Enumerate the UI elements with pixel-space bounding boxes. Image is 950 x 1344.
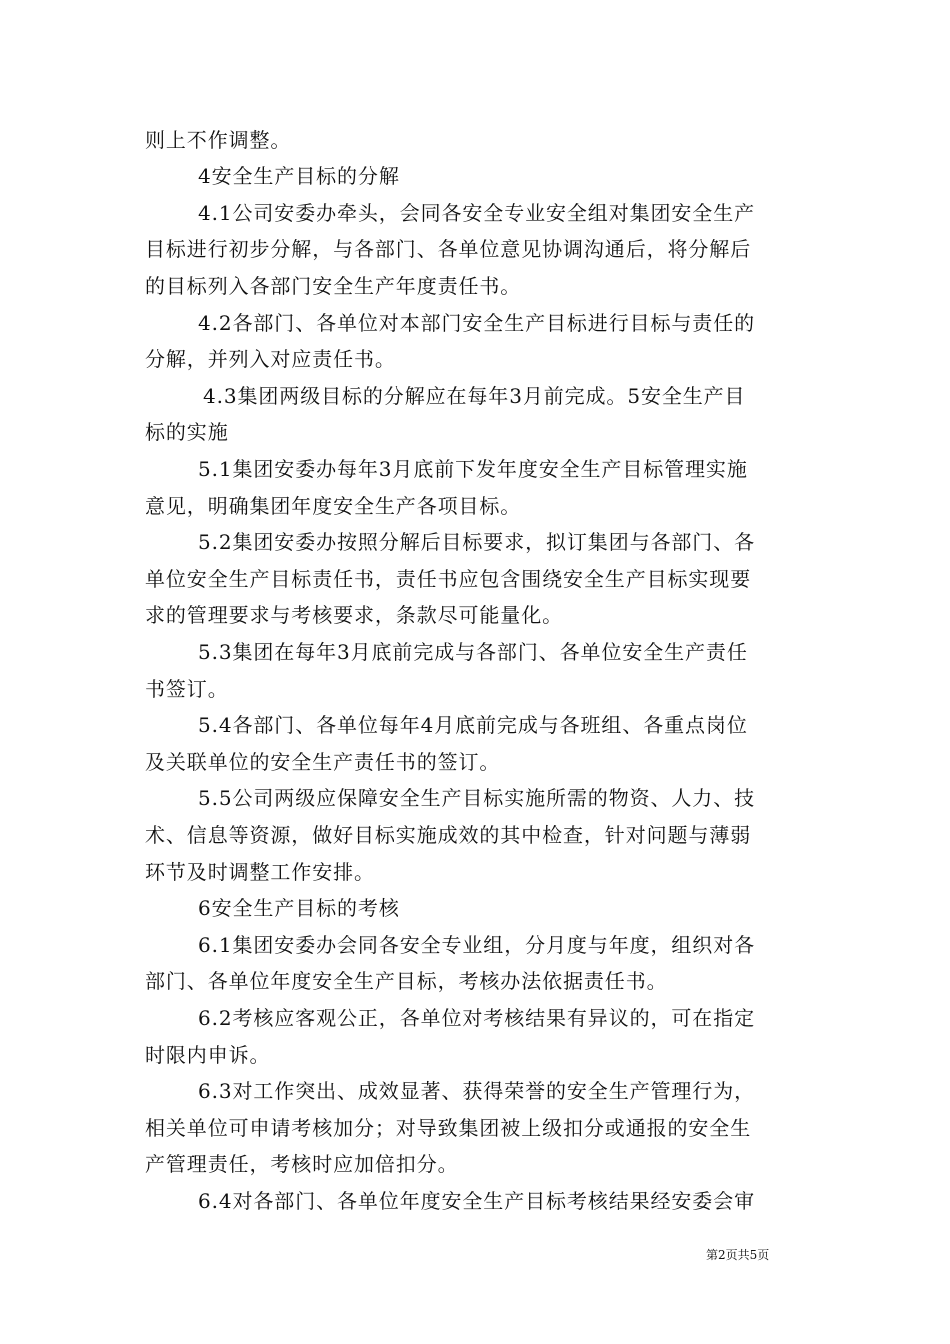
- text-line: 5.2集团安委办按照分解后目标要求，拟订集团与各部门、各: [198, 530, 756, 554]
- text-line: 的目标列入各部门安全生产年度责任书。: [145, 274, 522, 298]
- text-line: 6.1集团安委办会同各安全专业组，分月度与年度，组织对各: [198, 933, 756, 957]
- text-line: 标的实施: [145, 420, 229, 444]
- text-line: 及关联单位的安全生产责任书的签订。: [145, 750, 501, 774]
- text-line: 5.3集团在每年3月底前完成与各部门、各单位安全生产责任: [198, 640, 748, 664]
- text-line: 6.4对各部门、各单位年度安全生产目标考核结果经安委会审: [198, 1189, 756, 1213]
- text-line: 4.3集团两级目标的分解应在每年3月前完成。5安全生产目: [203, 384, 746, 408]
- text-line: 4.1公司安委办牵头，会同各安全专业安全组对集团安全生产: [198, 201, 756, 225]
- text-line: 意见，明确集团年度安全生产各项目标。: [145, 494, 522, 518]
- text-line: 目标进行初步分解，与各部门、各单位意见协调沟通后，将分解后: [145, 237, 752, 261]
- text-line: 则上不作调整。: [145, 128, 292, 152]
- text-line: 4.2各部门、各单位对本部门安全生产目标进行目标与责任的: [198, 311, 756, 335]
- text-line: 求的管理要求与考核要求，条款尽可能量化。: [145, 603, 563, 627]
- section-heading: 4安全生产目标的分解: [198, 164, 400, 188]
- text-line: 5.5公司两级应保障安全生产目标实施所需的物资、人力、技: [198, 786, 756, 810]
- section-heading: 6安全生产目标的考核: [198, 896, 400, 920]
- text-line: 6.3对工作突出、成效显著、获得荣誉的安全生产管理行为，: [198, 1079, 756, 1103]
- text-line: 术、信息等资源，做好目标实施成效的其中检查，针对问题与薄弱: [145, 823, 752, 847]
- text-line: 时限内申诉。: [145, 1043, 271, 1067]
- text-line: 单位安全生产目标责任书，责任书应包含围绕安全生产目标实现要: [145, 567, 752, 591]
- text-line: 书签订。: [145, 677, 229, 701]
- text-line: 6.2考核应客观公正，各单位对考核结果有异议的，可在指定: [198, 1006, 756, 1030]
- text-line: 5.4各部门、各单位每年4月底前完成与各班组、各重点岗位: [198, 713, 748, 737]
- text-line: 分解，并列入对应责任书。: [145, 347, 396, 371]
- text-line: 产管理责任，考核时应加倍扣分。: [145, 1152, 459, 1176]
- text-line: 环节及时调整工作安排。: [145, 860, 375, 884]
- text-line: 部门、各单位年度安全生产目标，考核办法依据责任书。: [145, 969, 668, 993]
- text-line: 相关单位可申请考核加分；对导致集团被上级扣分或通报的安全生: [145, 1116, 752, 1140]
- page-number: 第2页共5页: [706, 1248, 770, 1262]
- text-line: 5.1集团安委办每年3月底前下发年度安全生产目标管理实施: [198, 457, 748, 481]
